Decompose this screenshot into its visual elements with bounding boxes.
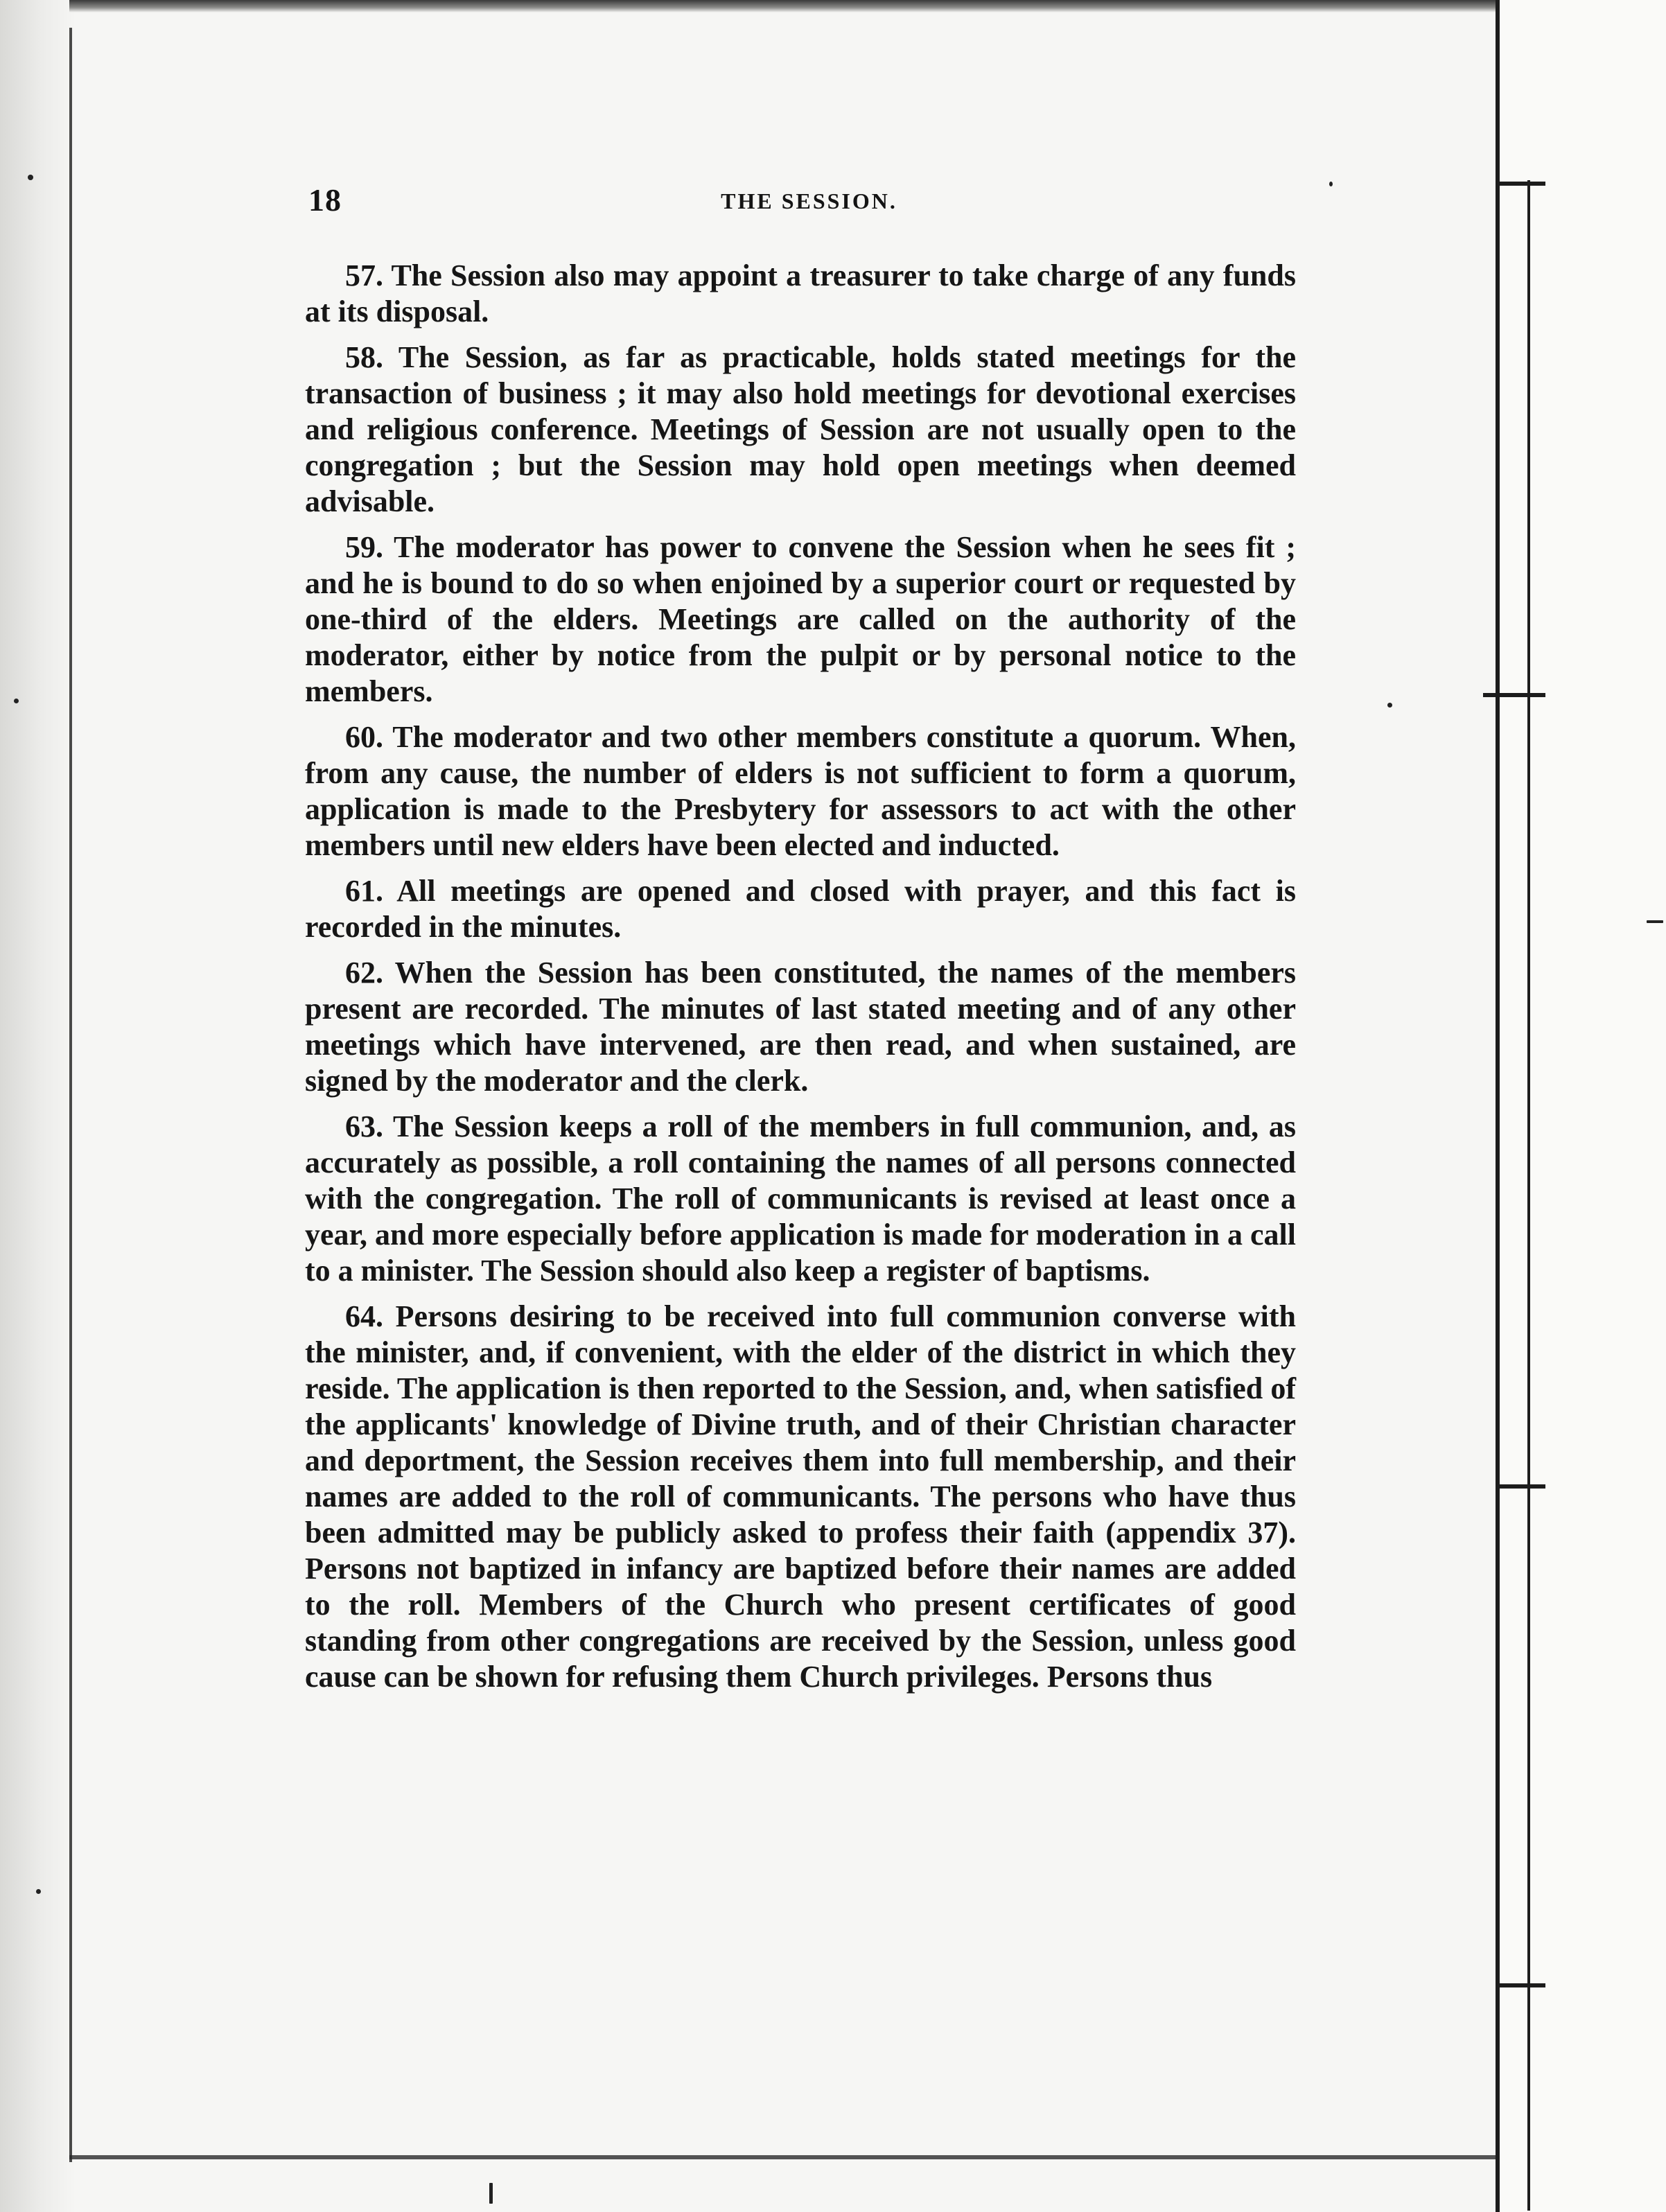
page-bottom-border bbox=[69, 2155, 1511, 2159]
margin-tick bbox=[1483, 693, 1545, 697]
running-head-title: THE SESSION. bbox=[721, 188, 897, 213]
running-head bbox=[308, 182, 1310, 223]
scan-speck bbox=[1647, 920, 1663, 923]
page-right-border bbox=[1496, 0, 1500, 2212]
paragraph-62: 62. When the Session has been constituted, the names of the members present are recorded. The minutes of last stated meeting and of any other meetings which have intervened, are then read, and when sustained, are signed by the moderator and the clerk. bbox=[305, 956, 1296, 1098]
next-page-fold-line bbox=[1527, 180, 1530, 2211]
scan-speck bbox=[28, 175, 33, 180]
binding-edge bbox=[0, 0, 76, 2212]
scan-speck bbox=[14, 699, 19, 703]
body-text bbox=[305, 258, 1296, 1705]
paragraph-63: 63. The Session keeps a roll of the members in full communion, and, as accurately as possible, a roll containing the names of all persons connected with the congregation. The roll of communicants is revised at least once a year, and more especially before application is made for moderation in a call to a minister. The Session should also keep a register of baptisms. bbox=[305, 1109, 1296, 1288]
paragraph-61: 61. All meetings are opened and closed with prayer, and this fact is recorded in the minutes. bbox=[305, 874, 1296, 944]
scan-speck bbox=[489, 2183, 493, 2204]
scan-speck bbox=[36, 1889, 41, 1894]
paragraph-57: 57. The Session also may appoint a treasurer to take charge of any funds at its disposal. bbox=[305, 258, 1296, 328]
next-page-edge bbox=[1497, 0, 1666, 2212]
page-left-border bbox=[69, 28, 72, 2162]
paragraph-60: 60. The moderator and two other members constitute a quorum. When, from any cause, the number of elders is not sufficient to form a quorum, application is made to the Presbytery for assessors to act with the other members until new elders have been elected and inducted. bbox=[305, 720, 1296, 862]
paragraph-58: 58. The Session, as far as practicable, holds stated meetings for the transaction of business ; it may also hold meetings for devotional exercises and religious conference. Meetings of Session are not usually open to the congregation ; but the Session may hold open meetings when deemed advisable. bbox=[305, 340, 1296, 518]
margin-tick bbox=[1497, 1484, 1545, 1489]
page-top-border bbox=[69, 0, 1525, 12]
paragraph-59: 59. The moderator has power to convene the Session when he sees fit ; and he is bound to do so when enjoined by a superior court or requested by one-third of the elders. Meetings are called on the authority of the moderator, either by notice from the pulpit or by personal notice to the members. bbox=[305, 530, 1296, 708]
margin-tick bbox=[1497, 1983, 1545, 1987]
margin-tick bbox=[1497, 182, 1545, 186]
page-number: 18 bbox=[308, 182, 342, 218]
scan-speck bbox=[1329, 182, 1333, 186]
scan-speck bbox=[1387, 703, 1392, 708]
paragraph-64: 64. Persons desiring to be received into full communion converse with the minister, and, if convenient, with the elder of the district in which they reside. The application is then reported to the Session, and, when satisfied of the applicants' knowledge of Divine truth, and of their Christian character and deportment, the Session receives them into full membership, and their names are added to the roll of communicants. The persons who have thus been admitted may be publicly asked to profess their faith (appendix 37). Persons not baptized in infancy are baptized before their names are added to the roll. Members of the Church who present certificates of good standing from other congregations are received by the Session, unless good cause can be shown for refusing them Church privileges. Persons thus bbox=[305, 1299, 1296, 1694]
